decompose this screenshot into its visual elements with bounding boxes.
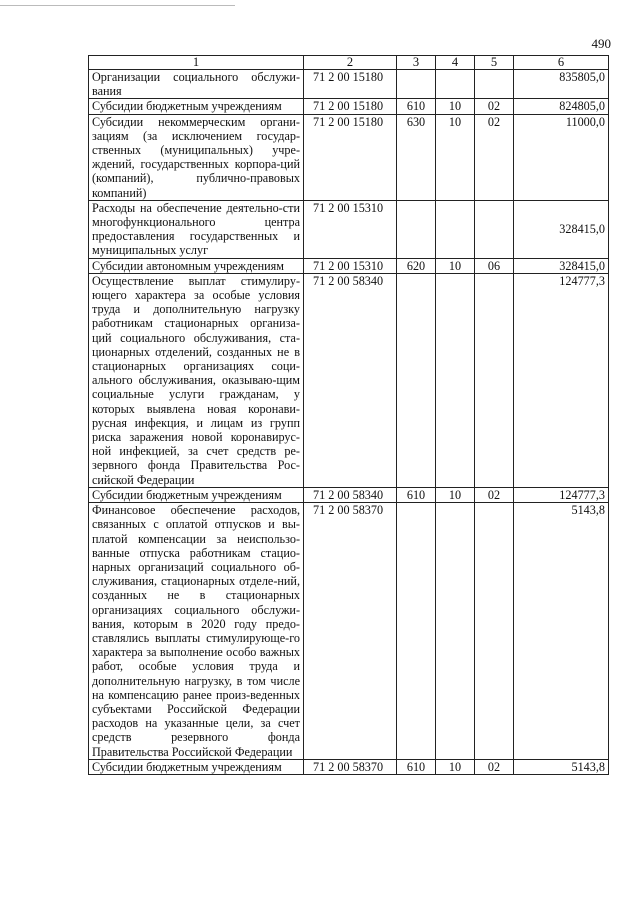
header-cell-1: 1: [89, 56, 304, 70]
row-code-cell: 71 2 00 58340: [304, 487, 397, 502]
table-row: [89, 273, 609, 487]
table-row: [89, 487, 609, 502]
row-name-cell: Субсидии бюджетным учреждениям: [89, 759, 304, 774]
row-name-cell: Финансовое обеспечение расходов, связанных с оплатой отпусков и вы-платой компенсации за неиспользо-ванные отпуска работникам стацио-нарных организаций социального об-служивания, стационарных отделе-ний, созданных не в стационарных организациях социального обслужи-вания, которым в 2020 году предо-ставлялись выплаты стимулирующе-го характера за выполнение особо важных работ, особые условия труда и дополнительную нагрузку, в том числе на компенсацию ранее произ-веденных субъектами Российской Федерации расходов на указанные цели, за счет средств резервного фонда Правительства Российской Федерации: [89, 503, 304, 760]
top-rule: [0, 5, 235, 6]
row-name-cell: Субсидии автономным учреждениям: [89, 258, 304, 273]
page-number: 490: [591, 36, 611, 51]
row-col5-cell: 06: [475, 258, 514, 273]
row-amount-cell: 5143,8: [514, 503, 609, 760]
row-col4-cell: 10: [436, 759, 475, 774]
header-cell-6: 6: [514, 56, 609, 70]
row-col5-cell: [475, 70, 514, 99]
table-row: [89, 70, 609, 99]
row-col3-cell: 620: [397, 258, 436, 273]
table-row: [89, 114, 609, 200]
table-row: [89, 759, 609, 774]
row-code-cell: 71 2 00 58340: [304, 273, 397, 487]
row-col3-cell: [397, 503, 436, 760]
row-col3-cell: 610: [397, 759, 436, 774]
row-code-cell: 71 2 00 58370: [304, 503, 397, 760]
row-col3-cell: 610: [397, 487, 436, 502]
row-code-cell: 71 2 00 15180: [304, 70, 397, 99]
header-cell-2: 2: [304, 56, 397, 70]
row-col4-cell: [436, 200, 475, 258]
table-header-row: [89, 56, 609, 70]
row-col3-cell: 630: [397, 114, 436, 200]
row-col4-cell: [436, 273, 475, 487]
row-code-cell: 71 2 00 15310: [304, 200, 397, 258]
row-col5-cell: [475, 200, 514, 258]
row-col5-cell: [475, 273, 514, 487]
row-code-cell: 71 2 00 58370: [304, 759, 397, 774]
row-amount-cell: 124777,3: [514, 273, 609, 487]
row-name-cell: Расходы на обеспечение деятельно-сти многофункционального центра предоставления государственных и муниципальных услуг: [89, 200, 304, 258]
row-amount-cell: 328415,0: [514, 258, 609, 273]
row-name-cell: Осуществление выплат стимулиру-ющего характера за особые условия труда и дополнительную нагрузку работникам стационарных организа-ций социального обслуживания, ста-ционарных отделений, созданных не в стационарных организациях соци-ального обслуживания, оказываю-щим социальные услуги гражданам, у которых выявлена новая коронави-русная инфекция, и лицам из групп риска заражения новой коронавирус-ной инфекцией, за счет средств ре-зервного фонда Правительства Рос-сийской Федерации: [89, 273, 304, 487]
row-col5-cell: 02: [475, 114, 514, 200]
row-name-cell: Субсидии бюджетным учреждениям: [89, 487, 304, 502]
row-col3-cell: 610: [397, 99, 436, 114]
row-amount-cell: 11000,0: [514, 114, 609, 200]
table-row: [89, 503, 609, 760]
budget-table: [88, 55, 609, 775]
row-col4-cell: 10: [436, 487, 475, 502]
row-col3-cell: [397, 70, 436, 99]
header-cell-5: 5: [475, 56, 514, 70]
row-col3-cell: [397, 200, 436, 258]
row-amount-cell: 328415,0: [514, 200, 609, 258]
row-col4-cell: 10: [436, 258, 475, 273]
table-row: [89, 200, 609, 258]
row-col4-cell: 10: [436, 114, 475, 200]
row-col4-cell: [436, 503, 475, 760]
row-name-cell: Субсидии некоммерческим органи-зациям (за исключением государ-ственных (муниципальных) учре-ждений, государственных корпора-ций (компаний), публично-правовых компаний): [89, 114, 304, 200]
row-col5-cell: [475, 503, 514, 760]
header-cell-4: 4: [436, 56, 475, 70]
row-name-cell: Организации социального обслужи-вания: [89, 70, 304, 99]
row-amount-cell: 824805,0: [514, 99, 609, 114]
row-col5-cell: 02: [475, 487, 514, 502]
row-col4-cell: 10: [436, 99, 475, 114]
row-code-cell: 71 2 00 15180: [304, 99, 397, 114]
row-amount-cell: 5143,8: [514, 759, 609, 774]
table-row: [89, 258, 609, 273]
table-row: [89, 99, 609, 114]
row-col3-cell: [397, 273, 436, 487]
header-cell-3: 3: [397, 56, 436, 70]
row-amount-cell: 124777,3: [514, 487, 609, 502]
row-col5-cell: 02: [475, 99, 514, 114]
row-amount-cell: 835805,0: [514, 70, 609, 99]
row-name-cell: Субсидии бюджетным учреждениям: [89, 99, 304, 114]
row-col4-cell: [436, 70, 475, 99]
row-col5-cell: 02: [475, 759, 514, 774]
row-code-cell: 71 2 00 15310: [304, 258, 397, 273]
row-code-cell: 71 2 00 15180: [304, 114, 397, 200]
